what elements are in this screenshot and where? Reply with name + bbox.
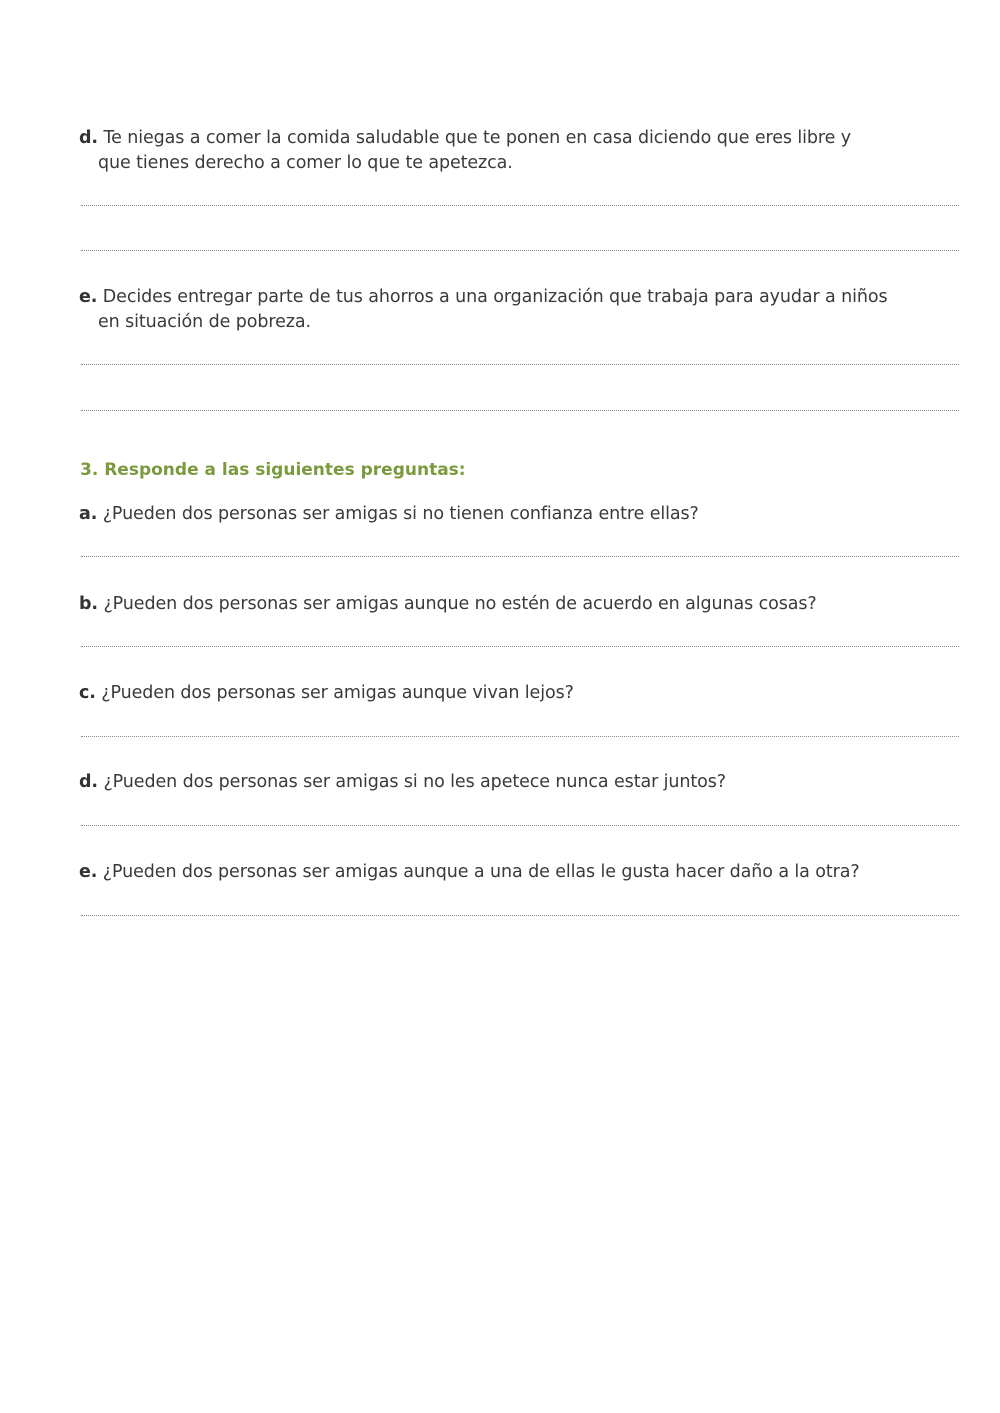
answer-line[interactable] [81,364,959,365]
question-text: ¿Pueden dos personas ser amigas aunque no estén de acuerdo en algunas cosas? [103,594,817,614]
question-d [79,770,964,795]
item-letter: c. [79,683,96,703]
statement-text-line2: en situación de pobreza. [98,312,311,332]
item-letter: e. [79,862,98,882]
question-text: ¿Pueden dos personas ser amigas si no les apetece nunca estar juntos? [103,772,726,792]
question-text: ¿Pueden dos personas ser amigas si no tienen confianza entre ellas? [102,504,699,524]
item-letter: a. [79,504,98,524]
answer-line[interactable] [81,915,959,916]
statement-e [79,285,964,335]
item-letter: e. [79,287,98,307]
item-letter: d. [79,128,98,148]
item-letter: d. [79,772,98,792]
statement-text-line1: Decides entregar parte de tus ahorros a una organización que trabaja para ayudar a niños [102,287,888,307]
answer-line[interactable] [81,410,959,411]
statement-text-line1: Te niegas a comer la comida saludable que te ponen en casa diciendo que eres libre y [103,128,852,148]
item-letter: b. [79,594,98,614]
answer-line[interactable] [81,250,959,251]
question-a [79,502,964,527]
question-text: ¿Pueden dos personas ser amigas aunque vivan lejos? [101,683,574,703]
question-text: ¿Pueden dos personas ser amigas aunque a una de ellas le gusta hacer daño a la otra? [102,862,860,882]
statement-d [79,126,964,176]
question-c [79,681,964,706]
answer-line[interactable] [81,825,959,826]
answer-line[interactable] [81,646,959,647]
section-title: 3. Responde a las siguientes preguntas: [80,460,466,480]
question-e [79,860,964,885]
statement-text-line2: que tienes derecho a comer lo que te apetezca. [98,153,513,173]
answer-line[interactable] [81,205,959,206]
question-b [79,592,964,617]
answer-line[interactable] [81,736,959,737]
answer-line[interactable] [81,556,959,557]
